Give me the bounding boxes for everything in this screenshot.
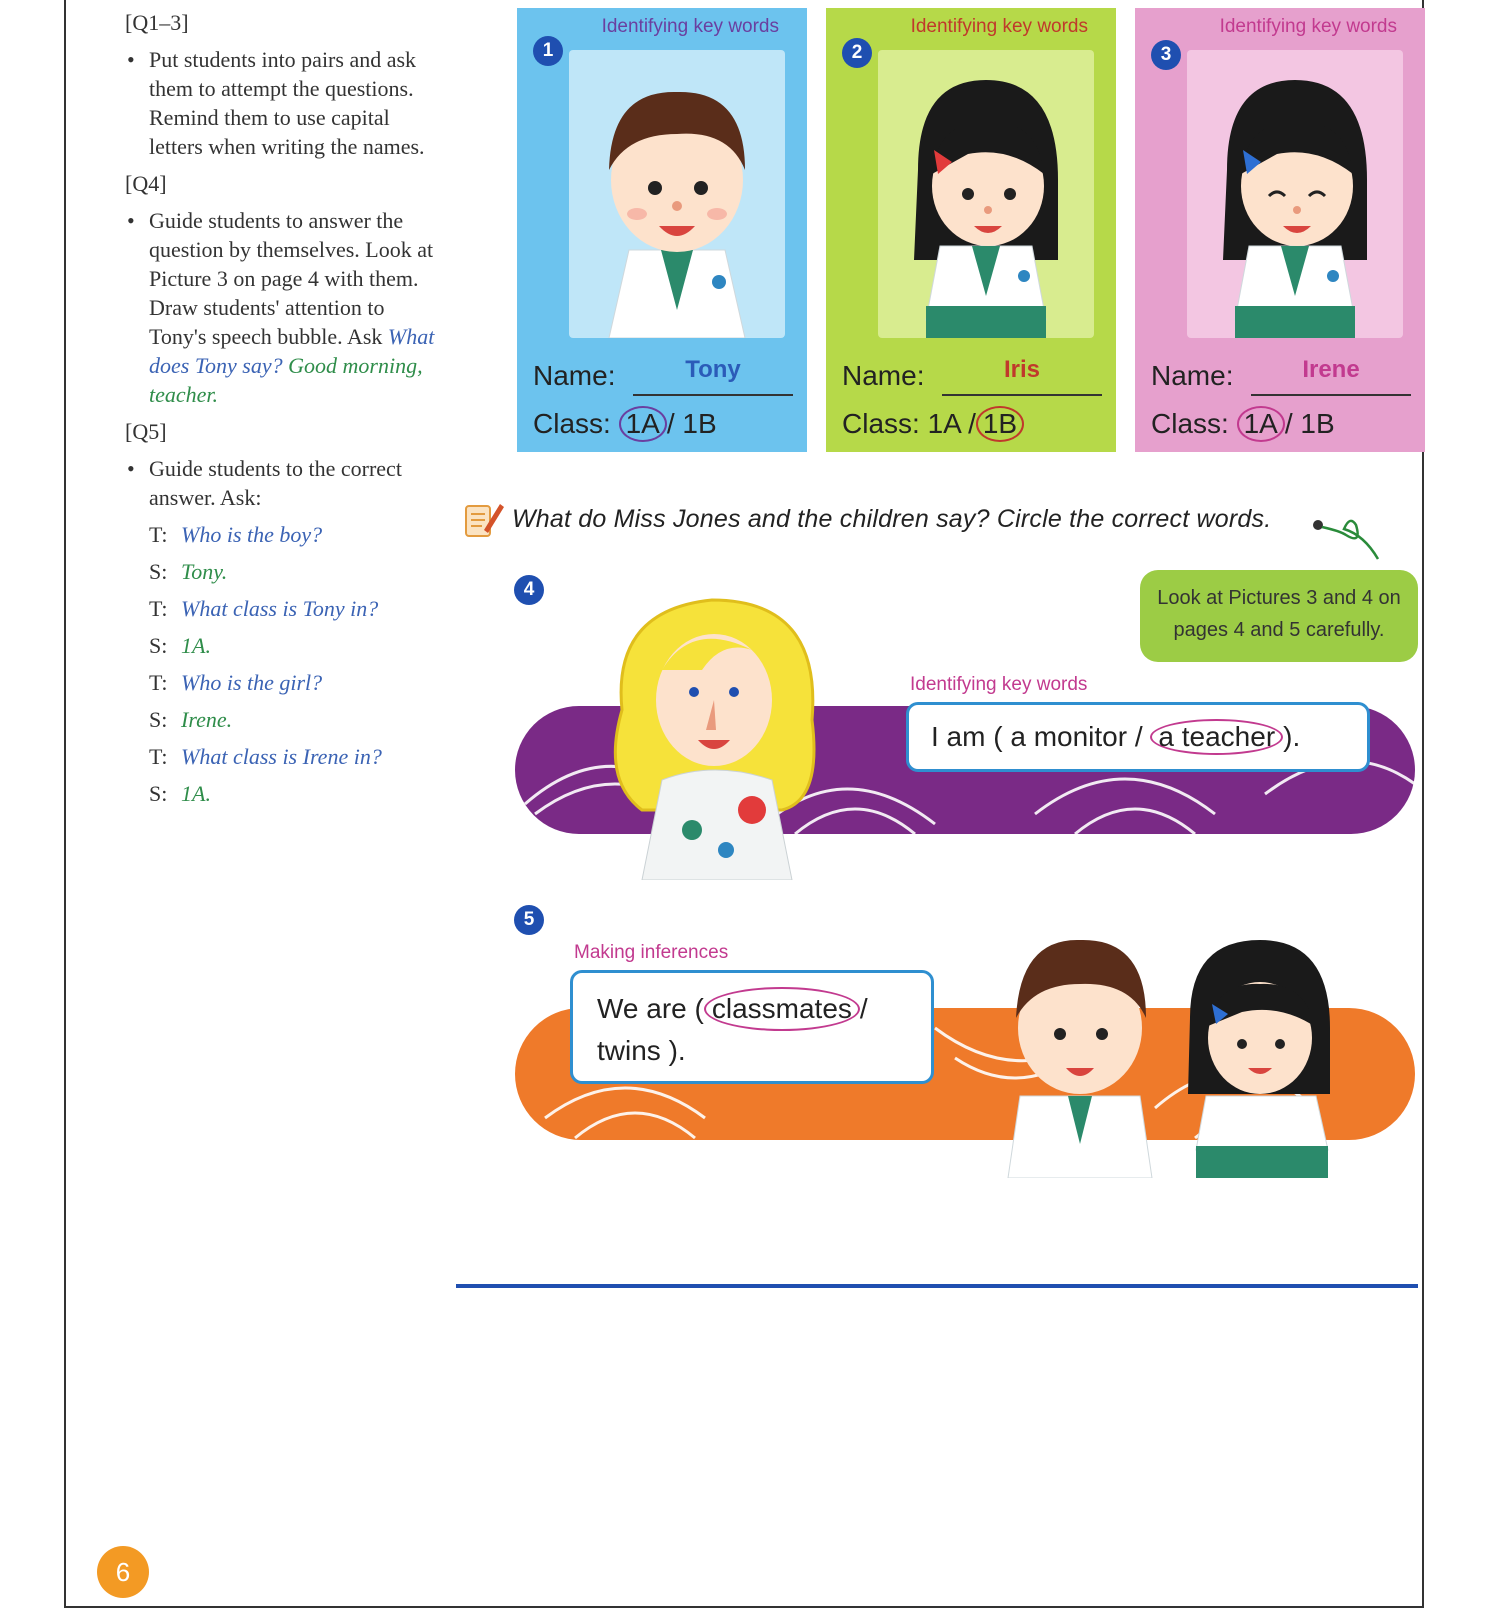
girl-illustration	[1187, 50, 1403, 338]
skill-tag: Identifying key words	[910, 674, 1088, 695]
class-line	[1151, 406, 1335, 442]
dialogue-line	[149, 594, 445, 631]
class-slash: /	[1284, 408, 1293, 439]
skill-tag: Identifying key words	[601, 16, 779, 37]
character-card-3	[1135, 8, 1425, 452]
tip-box: Look at Pictures 3 and 4 on pages 4 and 5 carefully.	[1140, 570, 1418, 662]
tony-and-irene-illustration	[980, 918, 1380, 1178]
name-answer: Tony	[685, 356, 741, 383]
q4-note-text: Guide students to answer the question by themselves. Look at Picture 3 on page 4 with them. Draw students' attention to Tony's speech bubble. Ask	[149, 208, 434, 349]
dialogue-text: 1A.	[181, 781, 211, 806]
boy-illustration	[569, 50, 785, 338]
q5-text-before: We are (	[597, 993, 704, 1024]
name-label: Name:	[1151, 360, 1234, 391]
q5-note: • Guide students to the correct answer. Ask:	[125, 454, 445, 512]
name-answer: Iris	[1003, 356, 1041, 383]
teacher-illustration	[602, 580, 832, 880]
class-label: Class:	[1151, 408, 1229, 439]
q1-3-note: • Put students into pairs and ask them to attempt the questions. Remind them to use capital letters when writing the names.	[125, 45, 445, 161]
q5-answer-circled[interactable]: classmates	[704, 987, 860, 1031]
question-number-badge: 4	[514, 575, 544, 605]
tip-connector	[1310, 515, 1390, 575]
character-card-1	[517, 8, 807, 452]
q5-line-2: twins ).	[597, 1035, 686, 1066]
question-number-badge: 1	[533, 36, 563, 66]
speaker-label: S:	[149, 707, 168, 732]
dialogue-line	[149, 705, 445, 742]
skill-tag: Making inferences	[574, 942, 729, 963]
class-option-1a-circled[interactable]: 1A	[1237, 406, 1285, 442]
dialogue-line	[149, 631, 445, 668]
q1-3-heading: [Q1–3]	[125, 10, 189, 35]
dialogue-text: Who is the girl?	[181, 670, 323, 695]
q4-note	[125, 206, 445, 409]
question-number-badge: 5	[514, 905, 544, 935]
q4-heading: [Q4]	[125, 171, 167, 196]
dialogue-text: 1A.	[181, 633, 211, 658]
q4-answer-circled[interactable]: a teacher	[1150, 719, 1283, 755]
speaker-label: T:	[149, 670, 168, 695]
question-number-badge: 2	[842, 38, 872, 68]
class-option-1a-circled[interactable]: 1A	[619, 406, 667, 442]
dialogue-text: Irene.	[181, 707, 233, 732]
dialogue-text: What class is Irene in?	[181, 744, 382, 769]
pencil-paper-icon	[462, 500, 506, 540]
speaker-label: S:	[149, 781, 168, 806]
q4-text-after: ).	[1283, 721, 1301, 752]
name-answer: Irene	[1302, 356, 1360, 383]
class-option-1b[interactable]: 1B	[682, 408, 717, 439]
page-number-badge: 6	[97, 1546, 149, 1598]
girl-illustration	[878, 50, 1094, 338]
q5-heading: [Q5]	[125, 419, 167, 444]
speech-bubble-q4	[906, 702, 1370, 772]
character-card-2	[826, 8, 1116, 452]
class-slash: /	[666, 408, 675, 439]
q4-note-question: What does Tony say?	[149, 324, 435, 378]
class-label: Class:	[533, 408, 611, 439]
girl-portrait	[878, 50, 1094, 338]
name-answer-line	[1251, 394, 1411, 396]
skill-tag: Identifying key words	[910, 16, 1088, 37]
dialogue-text: Who is the boy?	[181, 522, 323, 547]
class-option-1b[interactable]: 1B	[1300, 408, 1335, 439]
section-divider	[456, 1284, 1418, 1288]
question-number-badge: 3	[1151, 40, 1181, 70]
q4-note-answer: Good morning, teacher.	[149, 353, 423, 407]
dialogue-line	[149, 742, 445, 779]
speaker-label: T:	[149, 522, 168, 547]
dialogue-line	[149, 668, 445, 705]
girl-portrait	[1187, 50, 1403, 338]
name-answer-line	[942, 394, 1102, 396]
class-option-1a[interactable]: 1A	[927, 408, 961, 439]
dialogue-text: What class is Tony in?	[181, 596, 379, 621]
name-label: Name:	[533, 360, 616, 391]
class-line	[842, 406, 1024, 442]
speaker-label: S:	[149, 633, 168, 658]
class-slash: /	[968, 408, 976, 439]
dialogue-line	[149, 520, 445, 557]
speaker-label: T:	[149, 596, 168, 621]
skill-tag: Identifying key words	[1219, 16, 1397, 37]
q5-text-after: /	[859, 993, 868, 1024]
instruction-text: What do Miss Jones and the children say? Circle the correct words.	[512, 505, 1272, 533]
class-label: Class:	[842, 408, 920, 439]
speech-bubble-q5	[570, 970, 934, 1084]
name-answer-line	[633, 394, 793, 396]
q4-text-before: I am ( a monitor /	[931, 721, 1143, 752]
boy-portrait	[569, 50, 785, 338]
teacher-notes	[125, 8, 445, 816]
name-label: Name:	[842, 360, 925, 391]
class-line	[533, 406, 717, 442]
speaker-label: T:	[149, 744, 168, 769]
speaker-label: S:	[149, 559, 168, 584]
q5-line-1	[597, 987, 907, 1031]
dialogue-text: Tony.	[181, 559, 228, 584]
dialogue-line	[149, 779, 445, 816]
dialogue-line	[149, 557, 445, 594]
dialogue	[125, 520, 445, 816]
class-option-1b-circled[interactable]: 1B	[976, 406, 1024, 442]
